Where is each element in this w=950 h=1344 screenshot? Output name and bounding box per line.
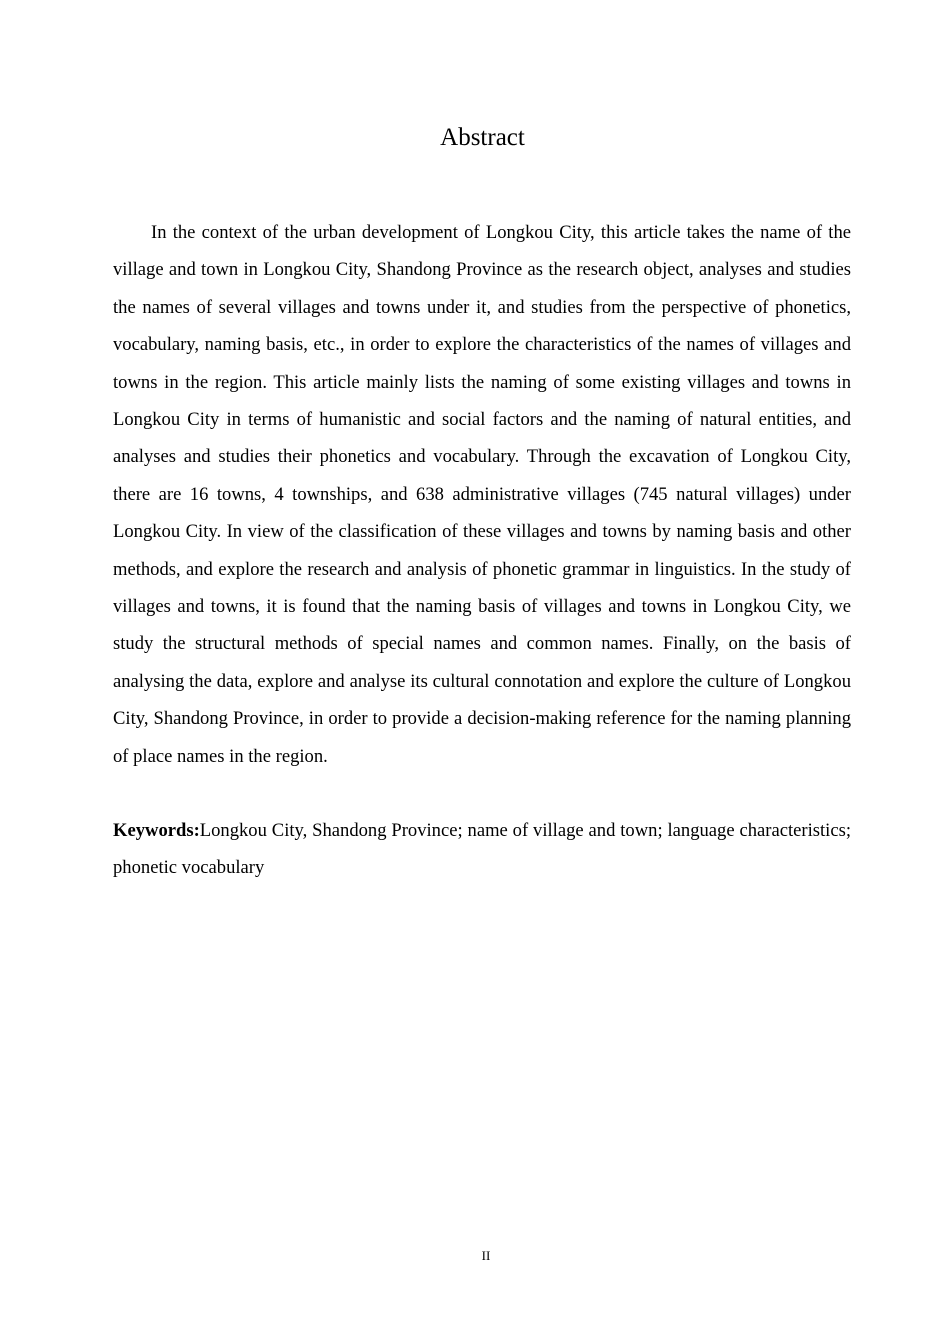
page-number: II — [481, 1248, 491, 1263]
abstract-paragraph: In the context of the urban development of Longkou City, this article takes the name of the village and town in Longkou City, Shandong Province as the research object, analyses and studies the names of several villages and towns under it, and studies from the perspective of phonetics, vocabulary, naming basis, etc., in order to explore the characteristics of the names of villages and towns in the region. This article mainly lists the naming of some existing villages and towns in Longkou City in terms of humanistic and social factors and the naming of natural entities, and analyses and studies their phonetics and vocabulary. Through the excavation of Longkou City, there are 16 towns, 4 townships, and 638 administrative villages (745 natural villages) under Longkou City. In view of the classification of these villages and towns by naming basis and other methods, and explore the research and analysis of phonetic grammar in linguistics. In the study of villages and towns, it is found that the naming basis of villages and towns in Longkou City, we study the structural methods of special names and common names. Finally, on the basis of analysing the data, explore and analyse its cultural connotation and explore the culture of Longkou City, Shandong Province, in order to provide a decision-making reference for the naming planning of place names in the region. — [113, 222, 851, 767]
keywords-label: Keywords: — [113, 820, 200, 841]
keywords-line — [113, 812, 851, 886]
keywords-text: Longkou City, Shandong Province; name of village and town; language characteristics; phonetic vocabulary — [113, 820, 851, 878]
page-title: Abstract — [440, 124, 525, 151]
